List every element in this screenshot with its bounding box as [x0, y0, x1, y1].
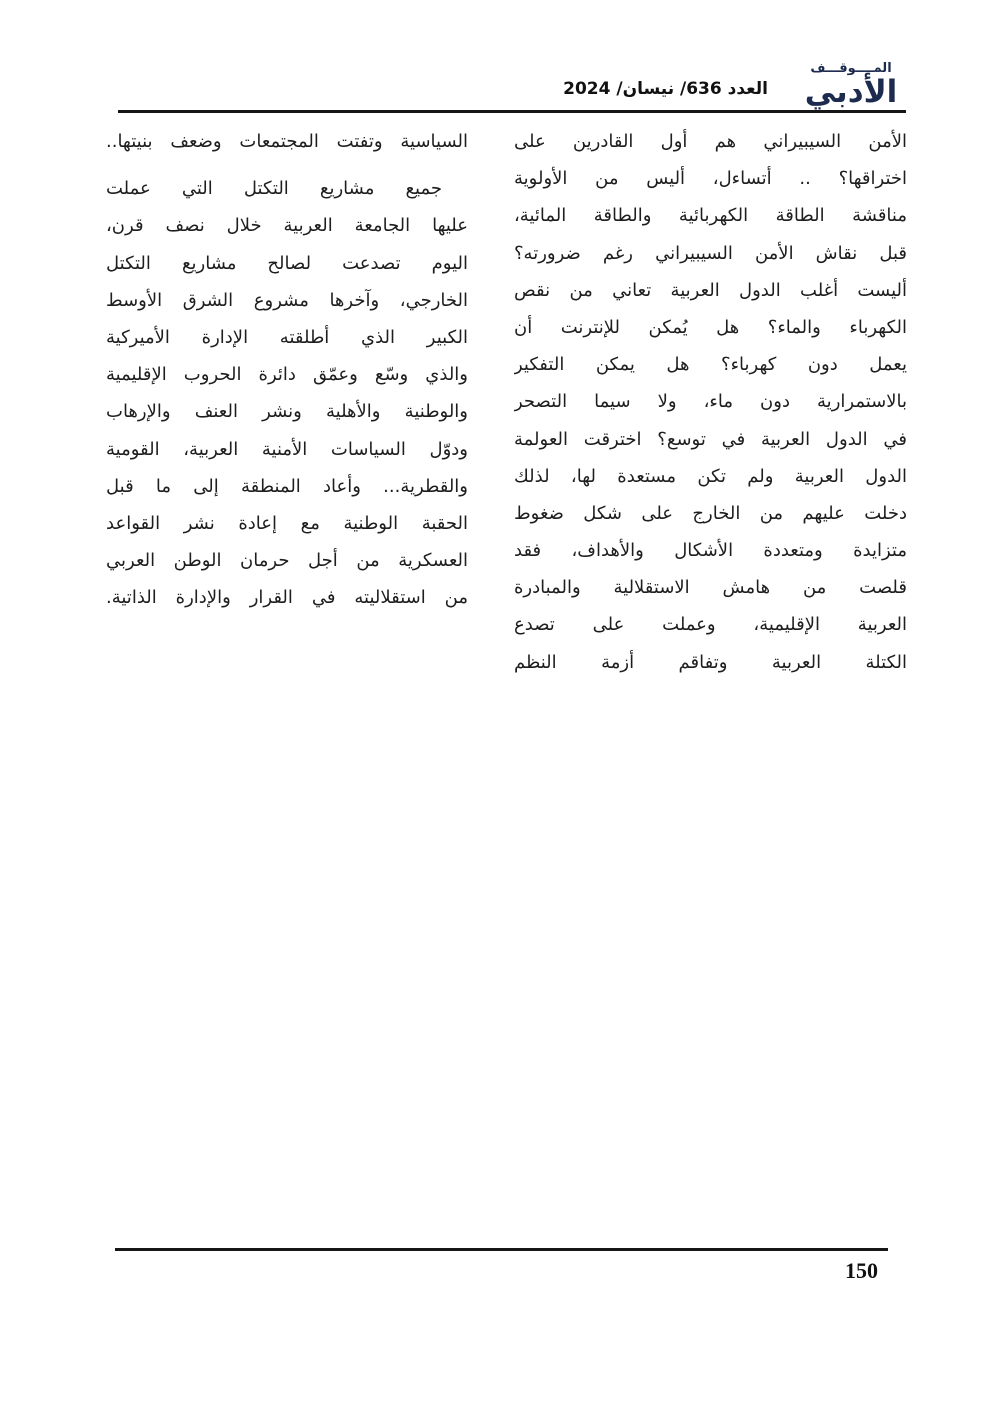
text-line: والذي وسّع وعمّق دائرة الحروب الإقليمية	[106, 364, 468, 386]
text-line: الأمن السيبيراني هم أول القادرين على	[514, 131, 907, 152]
text-column-right	[514, 123, 907, 681]
text-column-left	[106, 123, 468, 616]
text-line: أليست أغلب الدول العربية تعاني من نقص	[514, 279, 907, 301]
text-line: في الدول العربية في توسع؟ اخترقت العولمة	[514, 428, 907, 450]
text-line: قبل نقاش الأمن السيبيراني رغم ضرورته؟	[514, 242, 907, 264]
text-line: بالاستمرارية دون ماء، ولا سيما التصحر	[514, 391, 907, 413]
text-line: من استقلاليته في القرار والإدارة الذاتية.	[106, 587, 468, 609]
text-line: يعمل دون كهرباء؟ هل يمكن التفكير	[514, 354, 907, 376]
text-line: الخارجي، وآخرها مشروع الشرق الأوسط	[106, 289, 468, 311]
text-line: والوطنية والأهلية ونشر العنف والإرهاب	[106, 401, 468, 423]
text-line: ودوّل السياسات الأمنية العربية، القومية	[106, 438, 468, 460]
logo-top-word: المــــوقـــف	[810, 61, 892, 76]
header-rule	[118, 110, 906, 113]
text-line: الكهرباء والماء؟ هل يُمكن للإنترنت أن	[514, 316, 907, 338]
text-line: قلصت من هامش الاستقلالية والمبادرة	[514, 577, 907, 599]
text-line: العربية الإقليمية، وعملت على تصدع	[514, 614, 907, 636]
text-line: دخلت عليهم من الخارج على شكل ضغوط	[514, 502, 907, 524]
logo-main-word: الأدبي	[804, 74, 898, 110]
text-line: اختراقها؟ .. أتساءل، أليس من الأولوية	[514, 168, 907, 190]
issue-info: العدد 636/ نيسان/ 2024	[563, 79, 768, 99]
text-line: جميع مشاريع التكتل التي عملت	[106, 178, 442, 200]
text-line: عليها الجامعة العربية خلال نصف قرن،	[106, 215, 468, 237]
text-line: الحقبة الوطنية مع إعادة نشر القواعد	[106, 512, 468, 534]
text-line: العسكرية من أجل حرمان الوطن العربي	[106, 550, 468, 572]
text-line: السياسية وتفتت المجتمعات وضعف بنيتها..	[106, 131, 468, 152]
text-line: والقطرية... وأعاد المنطقة إلى ما قبل	[106, 475, 468, 497]
text-line: الدول العربية ولم تكن مستعدة لها، لذلك	[514, 465, 907, 487]
magazine-logo	[794, 62, 908, 108]
text-line: مناقشة الطاقة الكهربائية والطاقة المائية،	[514, 205, 907, 227]
text-line: متزايدة ومتعددة الأشكال والأهداف، فقد	[514, 540, 907, 562]
text-line: الكتلة العربية وتفاقم أزمة النظم	[514, 651, 907, 673]
page-number: 150	[845, 1258, 878, 1283]
text-line: اليوم تصدعت لصالح مشاريع التكتل	[106, 252, 468, 274]
footer-rule	[115, 1248, 888, 1251]
text-line: الكبير الذي أطلقته الإدارة الأميركية	[106, 326, 468, 348]
